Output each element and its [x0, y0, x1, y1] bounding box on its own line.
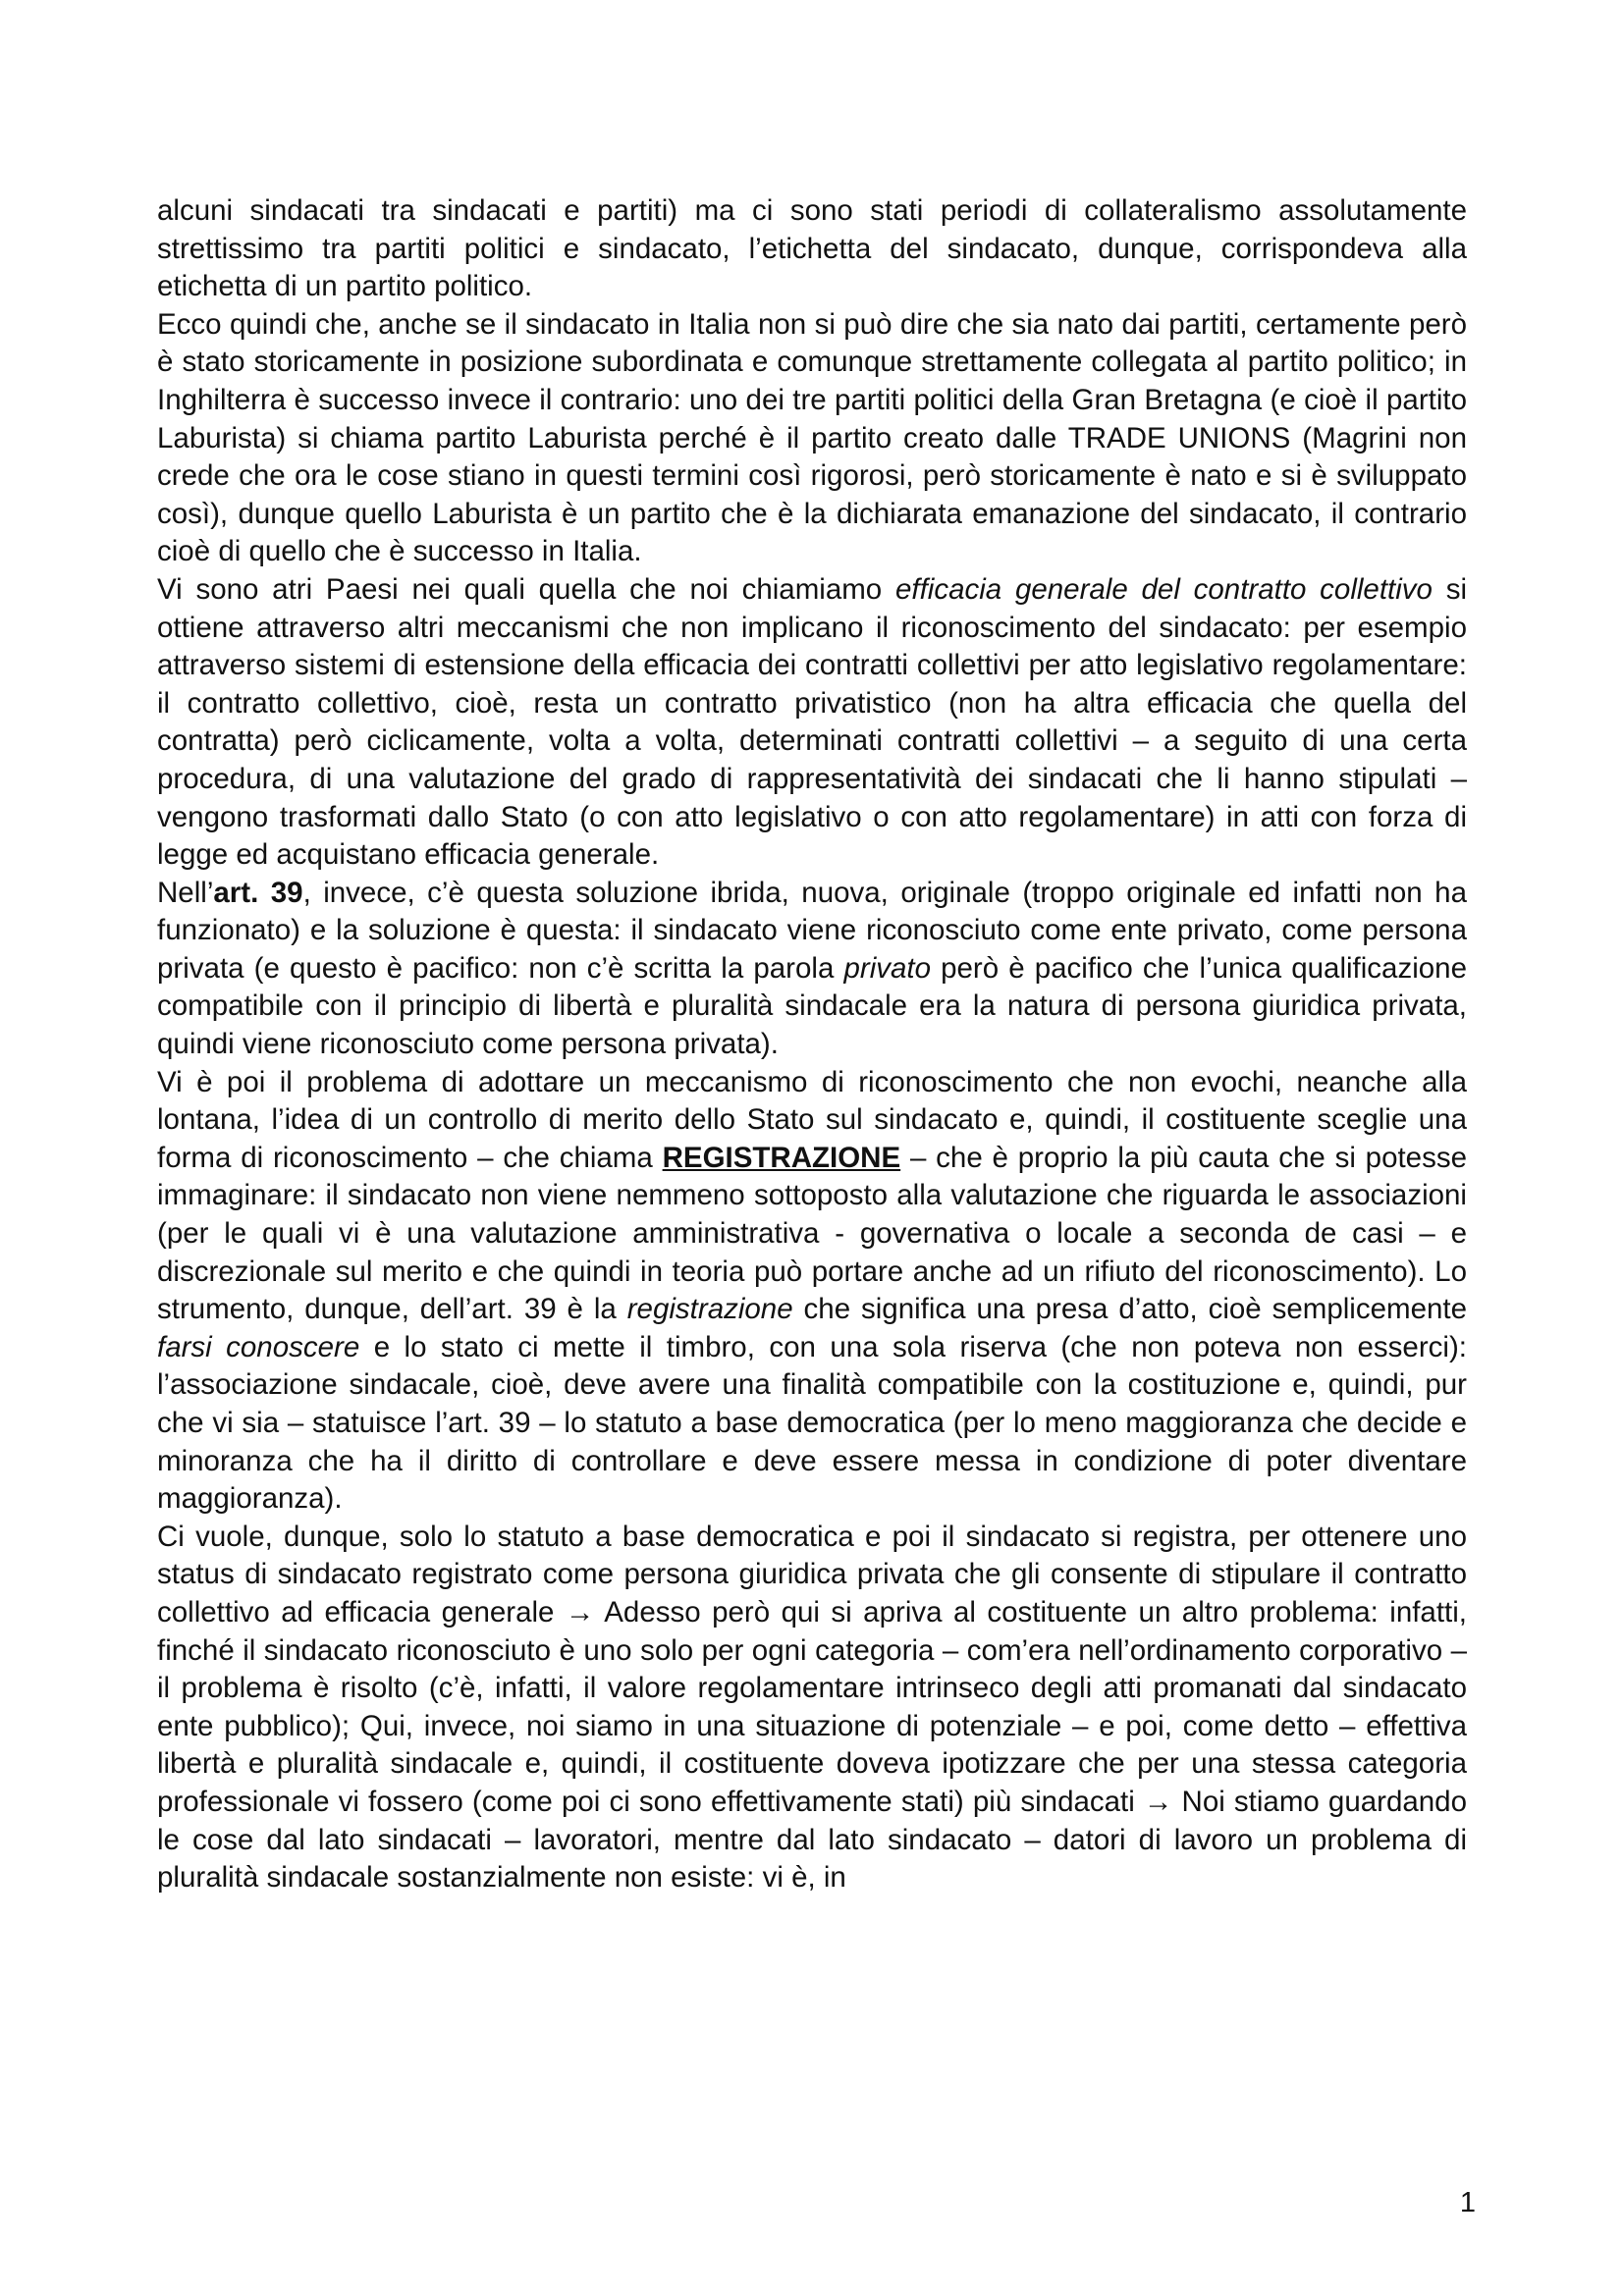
bold-underlined-term: REGISTRAZIONE	[662, 1141, 901, 1174]
text-run: Vi è poi il problema di adottare un meccanismo di riconoscimento che non evochi, neanche alla lontana, l’idea di un controllo di merito dello Stato sul sindacato e, quindi, il costituente sceglie una forma di riconoscimento – che chiama	[157, 1065, 1467, 1174]
paragraph-3	[157, 571, 1467, 875]
text-run: , invece, c’è questa soluzione ibrida, nuova, originale (troppo originale ed infatti non ha funzionato) e la soluzione è questa: il sindacato viene riconosciuto come ente privato, come persona privata (e questo è pacifico: non c’è scritta la parola	[157, 876, 1467, 985]
body-text	[157, 192, 1467, 1897]
text-run: e lo stato ci mette il timbro, con una sola riserva (che non poteva non esserci): l’associazione sindacale, cioè, deve avere una finalità compatibile con la costituzione e, quindi, pur che vi sia – statuisce l’art. 39 – lo statuto a base democratica (per lo meno maggioranza che decide e minoranza che ha il diritto di controllare e deve essere messa in condizione di poter diventare maggioranza).	[157, 1330, 1467, 1516]
paragraph-4	[157, 875, 1467, 1064]
page-number: 1	[1459, 2187, 1476, 2218]
paragraph-2: Ecco quindi che, anche se il sindacato in Italia non si può dire che sia nato dai partiti, certamente però è stato storicamente in posizione subordinata e comunque strettamente collegata al partito politico; in Inghilterra è successo invece il contrario: uno dei tre partiti politici della Gran Bretagna (e cioè il partito Laburista) si chiama partito Laburista perché è il partito creato dalle TRADE UNIONS (Magrini non crede che ora le cose stiano in questi termini così rigorosi, però storicamente è nato e si è sviluppato così), dunque quello Laburista è un partito che è la dichiarata emanazione del sindacato, il contrario cioè di quello che è successo in Italia.	[157, 307, 1467, 568]
text-run: Nell’	[157, 876, 214, 909]
italic-term: efficacia generale del contratto collettivo	[894, 572, 1433, 606]
italic-term: registrazione	[626, 1293, 793, 1326]
text-run: però è pacifico che l’unica qualificazione compatibile con il principio di libertà e pluralità sindacale era la natura di persona giuridica privata, quindi viene riconosciuto come persona privata).	[157, 951, 1467, 1061]
paragraph-6: Ci vuole, dunque, solo lo statuto a base democratica e poi il sindacato si registra, per ottenere uno status di sindacato registrato come persona giuridica privata che gli consente di stipulare il contratto collettivo ad efficacia generale → Adesso però qui si apriva al costituente un altro problema: infatti, finché il sindacato riconosciuto è uno solo per ogni categoria – com’era nell’ordinamento corporativo – il problema è risolto (c’è, infatti, il valore regolamentare intrinseco degli atti promanati dal sindacato ente pubblico); Qui, invece, noi siamo in una situazione di potenziale – e poi, come detto – effettiva libertà e pluralità sindacale e, quindi, il costituente doveva ipotizzare che per una stessa categoria professionale vi fossero (come poi ci sono effettivamente stati) più sindacati → Noi stiamo guardando le cose dal lato sindacati – lavoratori, mentre dal lato sindacato – datori di lavoro un problema di pluralità sindacale sostanzialmente non esiste: vi è, in	[157, 1520, 1467, 1895]
text-run: Vi sono atri Paesi nei quali quella che noi chiamiamo	[157, 572, 895, 606]
text-run: – che è proprio la più cauta che si potesse immaginare: il sindacato non viene nemmeno sottoposto alla valutazione che riguarda le associazioni (per le quali vi è una valutazione amministrativa - governativa o locale a seconda de casi – e discrezionale sul merito e che quindi in teoria può portare anche ad un rifiuto del riconoscimento). Lo strumento, dunque, dell’art. 39 è la	[157, 1141, 1467, 1326]
italic-term: privato	[843, 951, 932, 985]
text-run: si ottiene attraverso altri meccanismi che non implicano il riconoscimento del sindacato: per esempio attraverso sistemi di estensione della efficacia dei contratti collettivi per atto legislativo regolamentare: il contratto collettivo, cioè, resta un contratto privatistico (non ha altra efficacia che quella del contratta) però ciclicamente, volta a volta, determinati contratti collettivi – a seguito di una certa procedura, di una valutazione del grado di rappresentatività dei sindacati che li hanno stipulati – vengono trasformati dallo Stato (o con atto legislativo o con atto regolamentare) in atti con forza di legge ed acquistano efficacia generale.	[157, 572, 1468, 872]
paragraph-5	[157, 1064, 1467, 1519]
text-run: che significa una presa d’atto, cioè semplicemente	[792, 1293, 1468, 1326]
italic-term: farsi conoscere	[157, 1330, 360, 1363]
bold-article-ref: art. 39	[213, 876, 303, 909]
paragraph-1: alcuni sindacati tra sindacati e partiti) ma ci sono stati periodi di collateralismo assolutamente strettissimo tra partiti politici e sindacato, l’etichetta del sindacato, dunque, corrispondeva alla etichetta di un partito politico.	[157, 194, 1467, 303]
